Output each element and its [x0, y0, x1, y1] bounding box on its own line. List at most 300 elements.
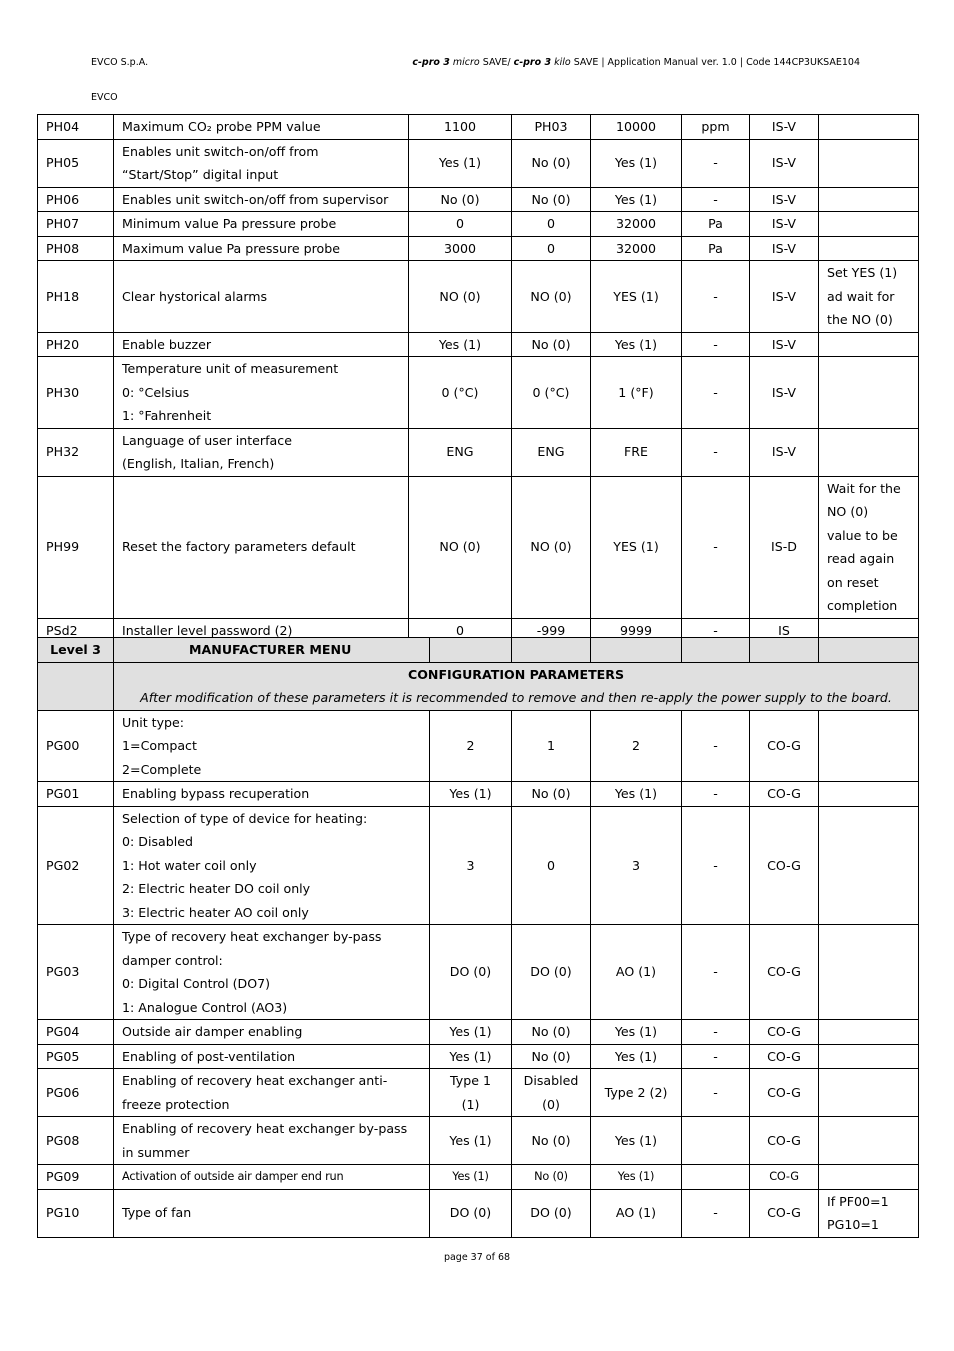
- param-unit: -: [682, 261, 750, 333]
- param-code: PG05: [38, 1044, 114, 1069]
- param-max-line: 10000: [615, 119, 657, 134]
- param-max-line: Yes (1): [617, 1170, 655, 1183]
- param-description-line: Activation of outside air damper end run: [122, 1170, 344, 1183]
- param-min: [512, 1044, 591, 1069]
- param-note-line: Wait for the: [827, 480, 901, 496]
- param-note: [819, 1165, 919, 1190]
- parameter-table-manufacturer: [37, 637, 919, 1238]
- param-note: [819, 476, 919, 618]
- page-number: page 37 of 68: [443, 1252, 511, 1263]
- param-note: [819, 115, 919, 140]
- param-max-line: Yes (1): [614, 191, 658, 207]
- param-description-line: Language of user interface: [122, 432, 292, 448]
- param-description: [114, 261, 409, 333]
- param-max: [591, 236, 682, 261]
- param-level: IS-V: [750, 332, 819, 357]
- param-max-line: Yes (1): [614, 1024, 658, 1039]
- param-code: PH06: [38, 187, 114, 212]
- param-min-line: DO (0): [530, 964, 572, 980]
- param-unit: -: [682, 357, 750, 429]
- param-code: PH08: [38, 236, 114, 261]
- param-min: [512, 332, 591, 357]
- param-unit: -: [682, 1044, 750, 1069]
- param-level: IS-V: [750, 115, 819, 140]
- param-level: CO-G: [750, 782, 819, 807]
- parameter-row: [38, 261, 919, 333]
- param-description: [114, 1189, 430, 1237]
- param-code: PG08: [38, 1117, 114, 1165]
- param-max-line: YES (1): [613, 539, 659, 555]
- param-description: [114, 710, 430, 782]
- parameter-row: [38, 1020, 919, 1045]
- param-max-line: 32000: [615, 240, 657, 256]
- param-min-line: DO (0): [530, 1205, 572, 1221]
- param-default: [409, 212, 512, 237]
- param-default-line: Yes (1): [438, 336, 482, 352]
- parameter-row: [38, 139, 919, 187]
- param-description-line: Installer level password (2): [122, 622, 293, 638]
- param-min: [512, 428, 591, 476]
- param-max: [591, 115, 682, 140]
- param-max: [591, 1189, 682, 1237]
- param-default-line: DO (0): [449, 964, 492, 980]
- parameter-row: [38, 1044, 919, 1069]
- param-level: CO-G: [750, 1165, 819, 1190]
- param-description-line: Minimum value Pa pressure probe: [122, 216, 337, 231]
- param-max-line: 1 (°F): [618, 384, 654, 400]
- param-default-line: 0 (°C): [441, 384, 479, 400]
- param-note: [819, 428, 919, 476]
- param-level: CO-G: [750, 1044, 819, 1069]
- param-description-line: Enabling of post-ventilation: [122, 1048, 296, 1064]
- parameter-row: [38, 187, 919, 212]
- param-default-line: Yes (1): [449, 1048, 492, 1064]
- param-note: [819, 212, 919, 237]
- param-min-line: 0: [546, 857, 555, 873]
- param-note-line: the NO (0): [827, 312, 893, 327]
- param-description: [114, 236, 409, 261]
- param-max-line: AO (1): [615, 964, 657, 980]
- param-max-line: YES (1): [613, 288, 659, 304]
- param-unit: -: [682, 1020, 750, 1045]
- param-note: [819, 806, 919, 925]
- param-code: PG06: [38, 1069, 114, 1117]
- param-max: [591, 428, 682, 476]
- param-level: IS: [750, 618, 819, 643]
- param-default-line: 3000: [443, 240, 477, 256]
- param-unit: -: [682, 428, 750, 476]
- parameter-row: [38, 357, 919, 429]
- parameter-row: [38, 115, 919, 140]
- param-note: [819, 925, 919, 1020]
- param-note-line: read again: [827, 551, 895, 566]
- param-note-line: ad wait for: [827, 288, 895, 304]
- param-note: [819, 782, 919, 807]
- param-unit: -: [682, 618, 750, 643]
- param-description-line: Temperature unit of measurement: [122, 361, 339, 376]
- param-description: [114, 1020, 430, 1045]
- parameter-row: [38, 476, 919, 618]
- param-description: [114, 428, 409, 476]
- param-level: CO-G: [750, 1189, 819, 1237]
- param-min: [512, 710, 591, 782]
- param-max-line: Yes (1): [614, 1132, 658, 1148]
- param-default: [430, 1165, 512, 1190]
- param-note: [819, 332, 919, 357]
- param-description: [114, 187, 409, 212]
- param-note: [819, 139, 919, 187]
- param-note: [819, 1189, 919, 1237]
- param-description-line: Reset the factory parameters default: [122, 539, 356, 555]
- param-note-line: on reset: [827, 574, 879, 590]
- param-unit: ppm: [682, 115, 750, 140]
- parameter-row: [38, 1189, 919, 1237]
- param-description: [114, 476, 409, 618]
- param-note-line: If PF00=1: [827, 1193, 889, 1209]
- param-min-line: No (0): [531, 786, 571, 801]
- level-row: [38, 638, 919, 663]
- param-description: [114, 332, 409, 357]
- param-note: [819, 357, 919, 429]
- param-max: [591, 1069, 682, 1117]
- param-description-line: Enabling bypass recuperation: [122, 786, 310, 801]
- param-default-line: 0: [455, 622, 464, 638]
- param-description-line: 0: Disabled: [122, 834, 193, 849]
- param-min: [512, 115, 591, 140]
- param-description-line: 2: Electric heater DO coil only: [122, 881, 311, 896]
- param-description: [114, 1044, 430, 1069]
- param-description-line: 3: Electric heater AO coil only: [122, 904, 309, 920]
- param-unit: -: [682, 1069, 750, 1117]
- param-max: [591, 782, 682, 807]
- param-default: [409, 139, 512, 187]
- param-unit: -: [682, 476, 750, 618]
- param-unit: -: [682, 782, 750, 807]
- param-max: [591, 1117, 682, 1165]
- param-default-line: (1): [461, 1096, 480, 1112]
- param-description-line: 0: Digital Control (DO7): [122, 976, 271, 991]
- param-unit: -: [682, 1189, 750, 1237]
- param-default: [430, 1189, 512, 1237]
- param-max-line: Yes (1): [614, 336, 658, 352]
- param-max-line: 3: [631, 857, 640, 873]
- param-min-line: 0: [546, 240, 555, 256]
- parameter-row: [38, 428, 919, 476]
- param-default: [430, 782, 512, 807]
- param-unit: -: [682, 806, 750, 925]
- param-min-line: No (0): [531, 1132, 571, 1148]
- param-note-line: NO (0): [827, 504, 869, 519]
- param-min: [512, 1069, 591, 1117]
- param-description: [114, 115, 409, 140]
- param-code: PH32: [38, 428, 114, 476]
- param-min: [512, 139, 591, 187]
- param-description-line: Maximum CO₂ probe PPM value: [122, 119, 321, 134]
- param-min: [512, 806, 591, 925]
- param-min-line: PH03: [534, 119, 568, 134]
- param-code: PH04: [38, 115, 114, 140]
- param-min: [512, 925, 591, 1020]
- param-level: CO-G: [750, 1117, 819, 1165]
- param-code: PSd2: [38, 618, 114, 643]
- param-unit: -: [682, 139, 750, 187]
- param-max: [591, 710, 682, 782]
- param-code: PH30: [38, 357, 114, 429]
- param-level: IS-V: [750, 212, 819, 237]
- param-max: [591, 261, 682, 333]
- param-description-line: 0: °Celsius: [122, 384, 190, 400]
- param-max: [591, 1044, 682, 1069]
- param-code: PG01: [38, 782, 114, 807]
- param-note: [819, 710, 919, 782]
- param-min-line: 0: [546, 216, 555, 231]
- param-description-line: Type of recovery heat exchanger by-pass: [122, 929, 382, 944]
- param-note-line: Set YES (1): [827, 265, 898, 280]
- param-level: CO-G: [750, 925, 819, 1020]
- param-max: [591, 925, 682, 1020]
- param-max: [591, 806, 682, 925]
- param-code: PG04: [38, 1020, 114, 1045]
- param-max: [591, 187, 682, 212]
- param-description: [114, 357, 409, 429]
- param-min: [512, 476, 591, 618]
- param-code: PH07: [38, 212, 114, 237]
- param-min-line: No (0): [531, 1048, 571, 1064]
- param-description: [114, 1069, 430, 1117]
- param-code: PH20: [38, 332, 114, 357]
- param-max-line: 9999: [619, 622, 653, 638]
- param-note-line: value to be: [827, 527, 898, 543]
- menu-title: MANUFACTURER MENU: [114, 638, 430, 663]
- config-title: CONFIGURATION PARAMETERS: [407, 666, 625, 682]
- param-min: [512, 357, 591, 429]
- param-description: [114, 782, 430, 807]
- param-description-line: Enables unit switch-on/off from supervisor: [122, 191, 389, 207]
- param-code: PG00: [38, 710, 114, 782]
- param-default: [409, 357, 512, 429]
- param-level: IS-V: [750, 428, 819, 476]
- parameter-row: [38, 1165, 919, 1190]
- param-note-line: completion: [827, 598, 898, 613]
- param-unit: [682, 1117, 750, 1165]
- param-description-line: 1: Hot water coil only: [122, 857, 257, 873]
- param-default-line: 3: [466, 857, 475, 873]
- param-default-line: NO (0): [439, 288, 481, 304]
- param-max: [591, 476, 682, 618]
- param-min-line: No (0): [534, 1170, 568, 1183]
- param-max: [591, 212, 682, 237]
- param-description-line: Clear hystorical alarms: [122, 288, 268, 304]
- param-description-line: 1: Analogue Control (AO3): [122, 999, 288, 1015]
- param-unit: [682, 1165, 750, 1190]
- param-min-line: NO (0): [530, 539, 572, 555]
- param-code: PH18: [38, 261, 114, 333]
- param-level: IS-V: [750, 187, 819, 212]
- param-default-line: NO (0): [439, 539, 481, 555]
- param-max-line: Yes (1): [614, 786, 658, 801]
- config-header: [114, 662, 919, 710]
- param-description-line: (English, Italian, French): [122, 456, 275, 471]
- param-default-line: 2: [466, 738, 475, 753]
- param-description: [114, 1165, 430, 1190]
- param-min: [512, 212, 591, 237]
- param-description: [114, 139, 409, 187]
- param-min: [512, 1165, 591, 1190]
- config-note: After modification of these parameters it is recommended to remove and then re-apply the power supply to the board.: [140, 690, 892, 705]
- param-max-line: AO (1): [615, 1205, 657, 1221]
- param-level: IS-V: [750, 139, 819, 187]
- param-unit: -: [682, 332, 750, 357]
- param-default-line: 0: [455, 216, 464, 231]
- param-level: IS-D: [750, 476, 819, 618]
- param-unit: Pa: [682, 236, 750, 261]
- parameter-row: [38, 212, 919, 237]
- param-code: PH99: [38, 476, 114, 618]
- param-note: [819, 1020, 919, 1045]
- param-min-line: NO (0): [530, 288, 572, 304]
- param-description-line: “Start/Stop” digital input: [122, 167, 279, 182]
- param-note: [819, 1117, 919, 1165]
- param-level: CO-G: [750, 806, 819, 925]
- param-min-line: (0): [542, 1096, 560, 1112]
- param-max-line: Yes (1): [614, 1048, 658, 1064]
- param-min-line: No (0): [531, 336, 571, 352]
- param-code: PG02: [38, 806, 114, 925]
- param-description-line: Selection of type of device for heating:: [122, 810, 368, 826]
- param-default-line: 1100: [443, 119, 477, 134]
- param-default: [409, 187, 512, 212]
- param-unit: -: [682, 710, 750, 782]
- param-max-line: FRE: [624, 444, 648, 460]
- param-min: [512, 1020, 591, 1045]
- param-min: [512, 187, 591, 212]
- header-company: EVCO S.p.A.: [91, 57, 149, 68]
- param-unit: Pa: [682, 212, 750, 237]
- parameter-row: [38, 1117, 919, 1165]
- param-note: [819, 236, 919, 261]
- param-description-line: 1=Compact: [122, 738, 197, 753]
- param-description: [114, 212, 409, 237]
- param-max-line: Yes (1): [614, 155, 658, 171]
- config-header-row: [38, 662, 919, 710]
- param-level: CO-G: [750, 710, 819, 782]
- param-default-line: DO (0): [449, 1205, 492, 1221]
- param-description-line: 2=Complete: [122, 761, 202, 777]
- param-code: PG03: [38, 925, 114, 1020]
- param-description-line: Enable buzzer: [122, 336, 212, 352]
- param-max: [591, 1020, 682, 1045]
- param-max: [591, 332, 682, 357]
- param-description-line: Outside air damper enabling: [122, 1024, 303, 1039]
- param-default-line: ENG: [446, 444, 474, 460]
- param-note: [819, 1044, 919, 1069]
- param-default: [409, 236, 512, 261]
- param-note: [819, 1069, 919, 1117]
- param-default: [409, 115, 512, 140]
- param-note: [819, 261, 919, 333]
- param-default-line: Yes (1): [449, 1132, 492, 1148]
- param-description-line: Unit type:: [122, 714, 185, 730]
- param-min: [512, 782, 591, 807]
- param-default: [430, 1044, 512, 1069]
- param-description-line: Type of fan: [122, 1205, 192, 1221]
- param-default-line: No (0): [440, 191, 480, 207]
- param-description-line: freeze protection: [122, 1096, 230, 1112]
- param-min: [512, 261, 591, 333]
- param-default-line: Yes (1): [438, 155, 482, 171]
- param-default-line: Yes (1): [452, 1170, 489, 1183]
- param-description: [114, 925, 430, 1020]
- param-default: [430, 1117, 512, 1165]
- param-default-line: Type 1: [450, 1073, 491, 1088]
- param-min: [512, 1189, 591, 1237]
- param-default: [409, 332, 512, 357]
- param-default: [409, 476, 512, 618]
- param-default: [430, 710, 512, 782]
- param-default: [430, 925, 512, 1020]
- param-min-line: Disabled: [523, 1073, 579, 1088]
- param-description-line: Enabling of recovery heat exchanger by-pass: [122, 1121, 408, 1136]
- param-note: [819, 187, 919, 212]
- parameter-row: [38, 710, 919, 782]
- param-min-line: No (0): [531, 1024, 571, 1039]
- param-level: IS-V: [750, 261, 819, 333]
- param-min: [512, 1117, 591, 1165]
- param-default-line: Yes (1): [449, 1024, 492, 1039]
- param-description: [114, 1117, 430, 1165]
- param-code: PG10: [38, 1189, 114, 1237]
- param-min-line: No (0): [531, 191, 571, 207]
- param-description-line: damper control:: [122, 952, 223, 968]
- param-unit: -: [682, 187, 750, 212]
- parameter-table-installer: [37, 114, 919, 643]
- level-label: Level 3: [38, 638, 114, 663]
- header-manual-title: c-pro 3 micro SAVE/ c-pro 3 kilo SAVE | Application Manual ver. 1.0 | Code 144CP3UKSAE104: [412, 57, 860, 68]
- param-max-line: 32000: [615, 216, 657, 231]
- parameter-row: [38, 1069, 919, 1117]
- parameter-row: [38, 332, 919, 357]
- param-min-line: ENG: [537, 444, 565, 460]
- param-description-line: Maximum value Pa pressure probe: [122, 240, 340, 256]
- param-code: PH05: [38, 139, 114, 187]
- param-default: [430, 1069, 512, 1117]
- param-level: CO-G: [750, 1069, 819, 1117]
- param-max-line: 2: [631, 738, 640, 753]
- param-level: IS-V: [750, 357, 819, 429]
- header-sub: EVCO: [91, 92, 118, 103]
- param-description-line: Enabling of recovery heat exchanger anti-: [122, 1073, 388, 1088]
- param-min-line: 0 (°C): [532, 384, 570, 400]
- param-level: CO-G: [750, 1020, 819, 1045]
- param-min: [512, 236, 591, 261]
- param-description-line: 1: °Fahrenheit: [122, 408, 212, 423]
- param-description-line: in summer: [122, 1144, 190, 1160]
- param-default: [430, 806, 512, 925]
- param-max-line: Type 2 (2): [604, 1084, 668, 1100]
- param-max: [591, 357, 682, 429]
- param-unit: -: [682, 925, 750, 1020]
- parameter-row: [38, 782, 919, 807]
- param-note-line: PG10=1: [827, 1217, 879, 1232]
- param-min-line: -999: [536, 622, 566, 638]
- parameter-row: [38, 236, 919, 261]
- param-description-line: Enables unit switch-on/off from: [122, 143, 319, 159]
- param-min-line: 1: [546, 738, 555, 753]
- param-code: PG09: [38, 1165, 114, 1190]
- param-level: IS-V: [750, 236, 819, 261]
- param-description: [114, 806, 430, 925]
- parameter-row: [38, 925, 919, 1020]
